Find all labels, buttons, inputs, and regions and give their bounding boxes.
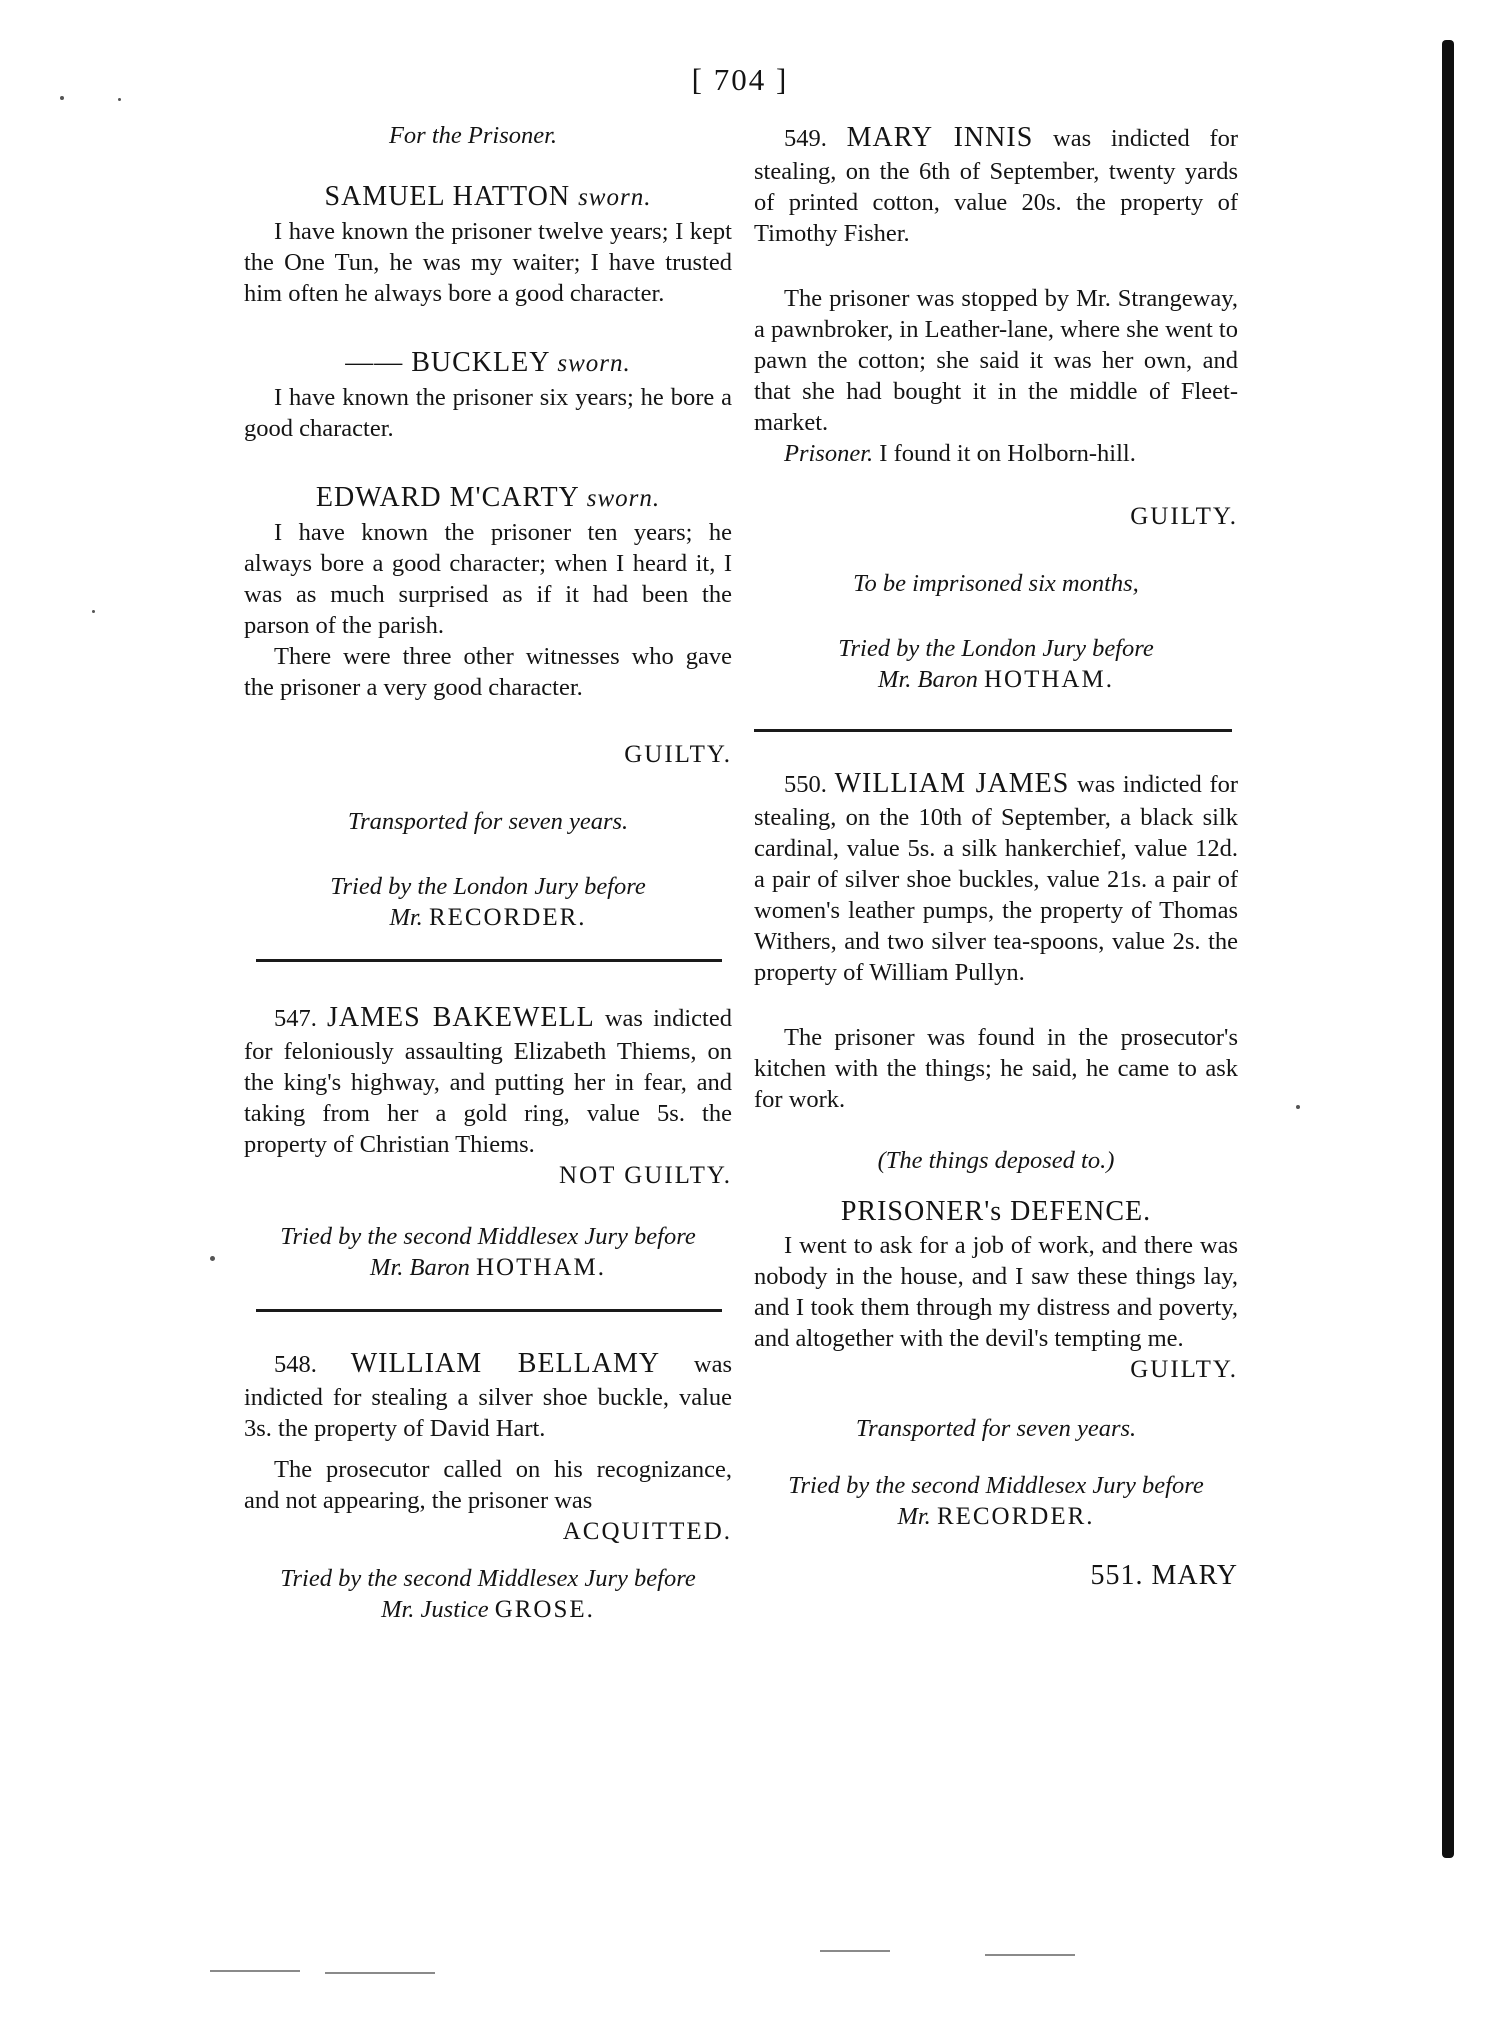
right-column bbox=[754, 120, 1238, 1594]
witness-heading bbox=[244, 480, 732, 517]
judge-name: HOTHAM. bbox=[475, 1254, 606, 1281]
trial-note: Tried by the second Middlesex Jury before bbox=[280, 1223, 696, 1250]
trial-judge bbox=[754, 664, 1238, 695]
case-detail: The prisoner was found in the prosecutor's kitchen with the things; he said, he came to ask for work. bbox=[754, 1024, 1238, 1113]
defendant-name: WILLIAM BELLAMY bbox=[350, 1348, 661, 1379]
prisoner-label: Prisoner. bbox=[784, 440, 874, 467]
testimony-paragraph: I have known the prisoner six years; he bore a good character. bbox=[244, 384, 732, 442]
case-indictment: was indicted for stealing a silver shoe buckle, value 3s. the property of David Hart. bbox=[244, 1351, 733, 1442]
witness-name: EDWARD M'CARTY bbox=[315, 482, 579, 513]
judge-title: Mr. bbox=[389, 904, 423, 931]
case-indictment: was indicted for stealing, on the 10th of September, a black silk cardinal, value 5s. a silk hankerchief, value 12d. a pair of silver shoe buckles, value 21s. a pair of women's leather pumps, the property of Thomas Withers, and two silver tea-spoons, value 2s. the property of William Pullyn. bbox=[754, 771, 1239, 986]
sentence: To be imprisoned six months, bbox=[853, 570, 1139, 597]
case-number: 547. bbox=[274, 1005, 317, 1032]
sentence: Transported for seven years. bbox=[855, 1415, 1137, 1442]
testimony-paragraph: I have known the prisoner ten years; he always bore a good character; when I heard it, I was as much surprised as if it had been the parson of the parish. bbox=[244, 519, 732, 639]
case-entry bbox=[244, 1346, 732, 1444]
case-indictment: was indicted for feloniously assaulting Elizabeth Thiems, on the king's highway, and putting her in fear, and taking from her a gold ring, value 5s. the property of Christian Thiems. bbox=[244, 1005, 732, 1158]
judge-name: RECORDER. bbox=[428, 904, 587, 931]
verdict: GUILTY. bbox=[1130, 1356, 1238, 1383]
judge-title: Mr. Justice bbox=[381, 1596, 489, 1623]
defence-text: I went to ask for a job of work, and there was nobody in the house, and I saw these things lay, and I took them through my distress and poverty, and altogether with the devil's tempting me. bbox=[754, 1232, 1238, 1352]
judge-name: HOTHAM. bbox=[983, 666, 1114, 693]
case-detail: The prisoner was stopped by Mr. Strangeway, a pawnbroker, in Leather-lane, where she went to pawn the cotton; she said it was her own, and that she had bought it in the middle of Fleet-market. bbox=[754, 285, 1238, 436]
testimony-paragraph: I have known the prisoner twelve years; I kept the One Tun, he was my waiter; I have trusted him often he always bore a good character. bbox=[244, 218, 732, 307]
trial-note: Tried by the second Middlesex Jury before bbox=[280, 1565, 696, 1592]
prisoner-text: I found it on Holborn-hill. bbox=[879, 440, 1136, 467]
left-column bbox=[244, 120, 732, 1625]
trial-judge bbox=[244, 1594, 732, 1625]
judge-name: GROSE. bbox=[494, 1596, 595, 1623]
verdict: ACQUITTED. bbox=[562, 1518, 732, 1545]
defendant-name: WILLIAM JAMES bbox=[834, 768, 1070, 799]
verdict: GUILTY. bbox=[624, 741, 732, 768]
sworn-label: sworn. bbox=[586, 485, 661, 512]
defendant-name: MARY INNIS bbox=[846, 122, 1034, 153]
trial-judge bbox=[244, 902, 732, 933]
case-number: 548. bbox=[274, 1351, 317, 1378]
witness-name: SAMUEL HATTON bbox=[324, 181, 571, 212]
scan-speck bbox=[1296, 1105, 1300, 1109]
trial-note: Tried by the second Middlesex Jury before bbox=[788, 1472, 1204, 1499]
case-entry bbox=[754, 120, 1238, 249]
prisoner-statement bbox=[754, 438, 1238, 469]
case-number: 550. bbox=[784, 771, 827, 798]
trial-note: Tried by the London Jury before bbox=[330, 873, 646, 900]
sworn-label: sworn. bbox=[557, 350, 631, 377]
trial-note: Tried by the London Jury before bbox=[838, 635, 1154, 662]
page-number: [ 704 ] bbox=[691, 62, 789, 97]
scan-dash bbox=[985, 1954, 1075, 1956]
witnesses-note: There were three other witnesses who gave the prisoner a very good character. bbox=[244, 643, 732, 701]
trial-judge bbox=[754, 1501, 1238, 1532]
catchword: 551. MARY bbox=[1090, 1560, 1238, 1591]
judge-title: Mr. Baron bbox=[370, 1254, 470, 1281]
verdict: NOT GUILTY. bbox=[559, 1162, 732, 1189]
sworn-label: sworn. bbox=[578, 184, 652, 211]
case-entry bbox=[244, 1000, 732, 1160]
judge-name: RECORDER. bbox=[936, 1503, 1095, 1530]
binding-edge-shadow bbox=[1442, 40, 1454, 1858]
scan-speck bbox=[118, 98, 121, 101]
sentence: Transported for seven years. bbox=[347, 808, 629, 835]
scan-dash bbox=[210, 1970, 300, 1972]
scan-dash bbox=[325, 1972, 435, 1974]
section-heading-for-prisoner: For the Prisoner. bbox=[388, 122, 558, 149]
case-indictment: was indicted for stealing, on the 6th of September, twenty yards of printed cotton, value 20s. the property of Timothy Fisher. bbox=[754, 125, 1239, 247]
judge-title: Mr. bbox=[897, 1503, 931, 1530]
witness-heading bbox=[244, 345, 732, 382]
scan-speck bbox=[92, 610, 95, 613]
trial-judge bbox=[244, 1252, 732, 1283]
verdict: GUILTY. bbox=[1130, 503, 1238, 530]
section-rule bbox=[754, 729, 1232, 732]
things-deposed: (The things deposed to.) bbox=[877, 1147, 1115, 1174]
case-entry bbox=[754, 766, 1238, 988]
witness-heading bbox=[244, 179, 732, 216]
case-number: 549. bbox=[784, 125, 827, 152]
scan-speck bbox=[210, 1256, 215, 1261]
witness-name: —— BUCKLEY bbox=[345, 347, 550, 378]
scan-speck bbox=[60, 96, 64, 100]
scan-dash bbox=[820, 1950, 890, 1952]
case-detail: The prosecutor called on his recognizance, and not appearing, the prisoner was bbox=[244, 1456, 732, 1514]
defence-heading: PRISONER's DEFENCE. bbox=[840, 1196, 1152, 1227]
judge-title: Mr. Baron bbox=[878, 666, 978, 693]
section-rule bbox=[256, 959, 722, 962]
defendant-name: JAMES BAKEWELL bbox=[327, 1002, 595, 1033]
section-rule bbox=[256, 1309, 722, 1312]
